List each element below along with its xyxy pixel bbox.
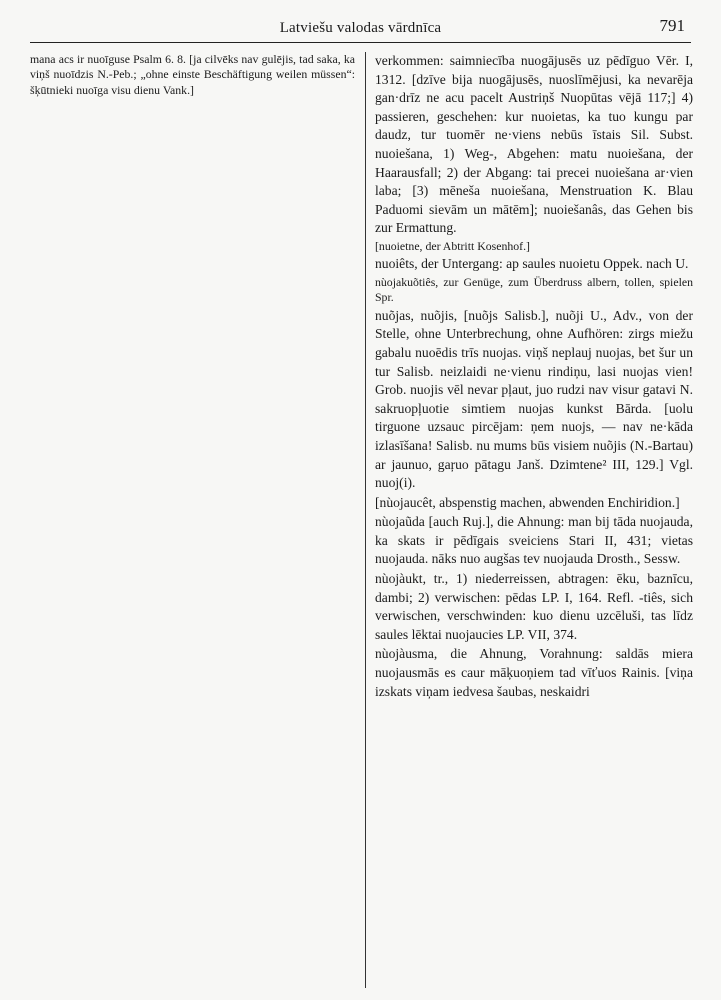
entry-paragraph: [nùojaucêt, abspenstig machen, abwenden Enchiridion.] xyxy=(375,494,680,510)
entry-paragraph: nuõjas, nuõjis, [nuõjs Salisb.], nuõji U., Adv., von der Stelle, ohne Unterbrechung, ohne Aufhören: zirgs miežu gabalu nuoēdis trīs nuojas. viņš neplauj nuojas, bet šur un tur Salisb. neizlaidi ne·vienu rindiņu, lasi nuojas vien! Grob. nuojis vēl nevar pļaut, juo rudzi nav visur gatavi N. sakruopļuotie simtiem nuojas kunkst Bārda. [uolu tirguone uzsauc pircējam: ņem nuojs, — nav ne·kāda izlasīšana! Salisb. nu mums būs visiem nuõjis (N.-Bartau) ar jaunuo, gaŗuo pātagu Janš. Dzimtene² III, 129.] Vgl. nuoj(i). xyxy=(375,307,693,491)
running-header xyxy=(30,14,691,43)
right-column xyxy=(375,52,693,992)
entry-paragraph: nùojàusma, die Ahnung, Vorahnung: saldās miera nuojausmās es caur māķuoņiem tad vīťuos Rainis. [viņa izskats viņam iedvesa šaubas, neskaidri xyxy=(375,646,693,699)
left-column xyxy=(30,52,355,992)
entry-paragraph: nùojàukt, tr., 1) niederreissen, abtragen: ēku, baznīcu, dambi; 2) verwischen: pēdas LP. I, 164. Refl. -tiês, sich verwischen, verschwinden: kuo dienu uzcēluši, tas līdz saules lēktai nuojaucies LP. VII, 374. xyxy=(375,571,693,642)
page-number: 791 xyxy=(659,16,685,35)
column-divider xyxy=(365,52,366,988)
entry-paragraph: verkommen: saimniecība nuogājusēs uz pēdīguo Vēr. I, 1312. [dzīve bija nuogājusēs, nuoslīmējusi, ka nevarēja gan·drīz ne acu pacelt Austriņš Nuopūtas vējā 117;] 4) passieren, geschehen: kur nuoietas, ka tuo kungu par daudz, tur tuomēr ne·viens nebūs īstais Sil. Subst. nuoiešana, 1) Weg-, Abgehen: matu nuoiešana, der Haarausfall; 2) der Abgang: tai precei nuoiešana ar·vien laba; [3) mēneša nuoiešana, Menstruation K. Blau Paduomi sievām un mātēm]; nuoiešanâs, das Gehen bis zur Ermattung. xyxy=(375,53,693,236)
header-title: Latviešu valodas vārdnīca xyxy=(279,20,442,36)
entry-paragraph: nuoiêts, der Untergang: ap saules nuoietu Oppek. nach U. xyxy=(375,256,689,272)
entry-paragraph: [nuoietne, der Abtritt Kosenhof.] xyxy=(375,238,530,253)
entry-paragraph: mana acs ir nuoīguse Psalm 6. 8. [ja cilvēks nav gulējis, tad saka, ka viņš nuoīdzis N.-Peb.; „ohne einste Beschäftigung weilen müssen“: šķūtnieki nuoīga visu dienu Vank.] xyxy=(30,52,355,97)
entry-paragraph: nùojaũda [auch Ruj.], die Ahnung: man bij tāda nuojauda, ka skats ir pēdīgais sveiciens Stari II, 431; vietas nuojauda. nāks nuo augšas tev nuojauda Drosth., Sessw. xyxy=(375,514,693,567)
entry-paragraph: nùojakuõtiês, zur Genüge, zum Überdruss albern, tollen, spielen Spr. xyxy=(375,274,693,305)
